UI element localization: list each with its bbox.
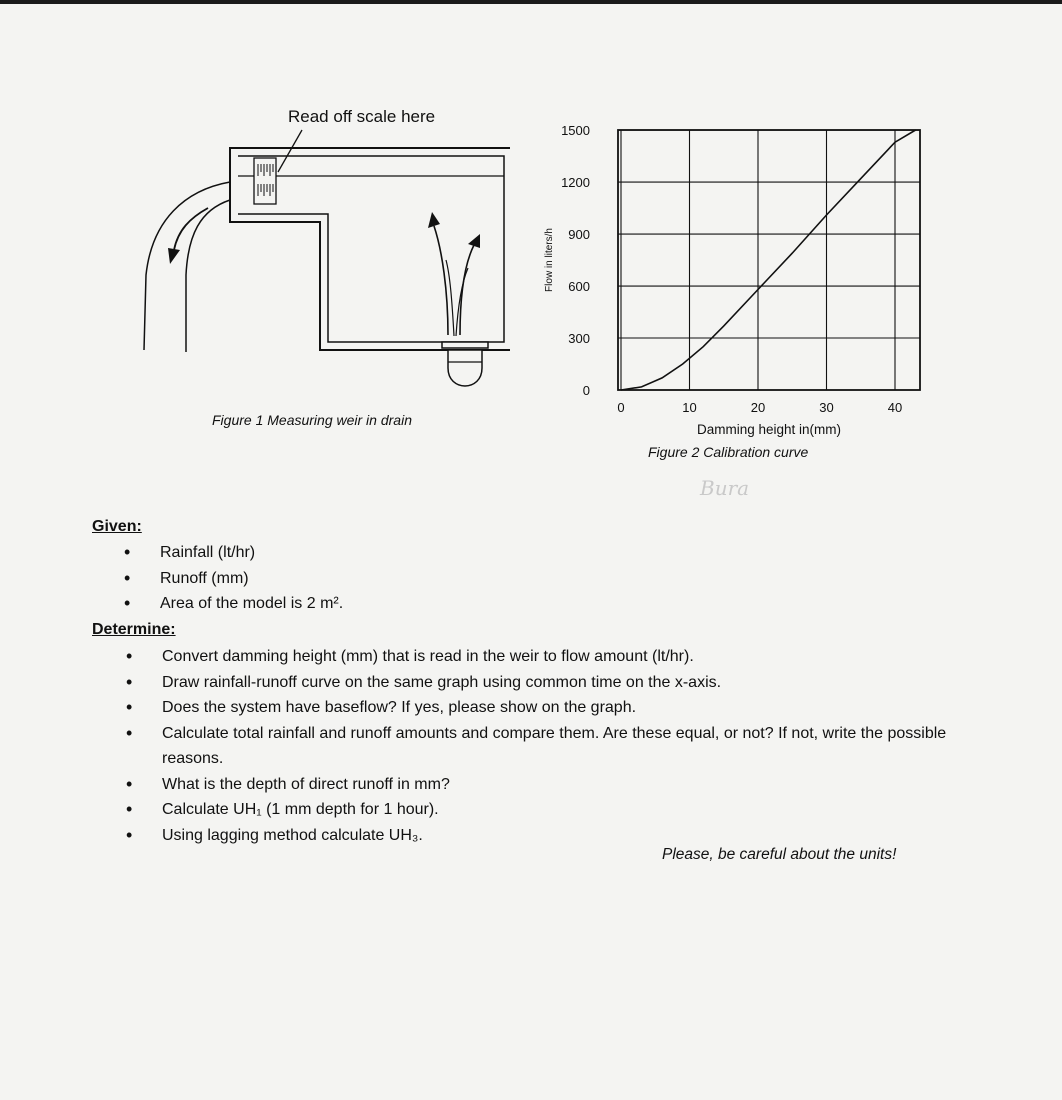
x-tick-label: 30: [819, 400, 834, 415]
x-tick-label: 10: [682, 400, 697, 415]
given-item: • Runoff (mm): [90, 566, 343, 592]
determine-item: • Calculate total rainfall and runoff amounts and compare them. Are these equal, or not? If not, write the possible reasons.: [92, 721, 962, 772]
determine-item: • Draw rainfall-runoff curve on the same graph using common time on the x-axis.: [92, 670, 962, 696]
x-tick-label: 20: [750, 400, 766, 415]
x-tick-label: 40: [887, 400, 903, 415]
determine-item: • Does the system have baseflow? If yes, please show on the graph.: [92, 695, 962, 721]
read-scale-pointer: [278, 130, 302, 172]
y-tick-label: 900: [568, 227, 590, 243]
given-list: [90, 540, 343, 617]
handwritten-mark: Bura: [700, 476, 750, 500]
weir-diagram: [130, 100, 510, 400]
y-tick-label: 600: [568, 279, 590, 295]
y-axis-label: Flow in liters/h: [544, 228, 555, 292]
determine-list: [92, 644, 962, 848]
determine-item: • Convert damming height (mm) that is read in the weir to flow amount (lt/hr).: [92, 644, 962, 670]
y-tick-label: 0: [582, 383, 590, 398]
tank-wall-inner: [238, 156, 504, 342]
read-scale-label: Read off scale here: [288, 107, 436, 126]
units-note: Please, be careful about the units!: [662, 846, 897, 863]
plot-frame: [618, 130, 920, 390]
calibration-curve: [621, 130, 916, 390]
calibration-chart: [530, 100, 930, 445]
inlet-fitting: [442, 342, 488, 348]
x-axis-label: Damming height in(mm): [696, 422, 842, 437]
determine-item: • What is the depth of direct runoff in mm?: [92, 772, 962, 798]
y-tick-label: 1500: [561, 123, 590, 139]
y-tick-label: 1200: [561, 175, 590, 191]
determine-title: Determine:: [92, 621, 176, 638]
figure2-caption: Figure 2 Calibration curve: [648, 444, 809, 460]
inflow-arrow-left: [434, 226, 448, 335]
determine-item: • Calculate UH₁ (1 mm depth for 1 hour).: [92, 797, 962, 823]
given-item: • Area of the model is 2 m².: [90, 591, 343, 617]
determine-item: • Using lagging method calculate UH₃.: [92, 823, 962, 849]
x-tick-label: 0: [617, 400, 625, 415]
outflow-arrow-head: [168, 248, 180, 264]
figure1-caption: Figure 1 Measuring weir in drain: [212, 412, 412, 428]
top-border: [0, 0, 1062, 4]
given-title: Given:: [92, 518, 142, 535]
y-tick-label: 300: [568, 331, 590, 347]
given-item: • Rainfall (lt/hr): [90, 540, 343, 566]
